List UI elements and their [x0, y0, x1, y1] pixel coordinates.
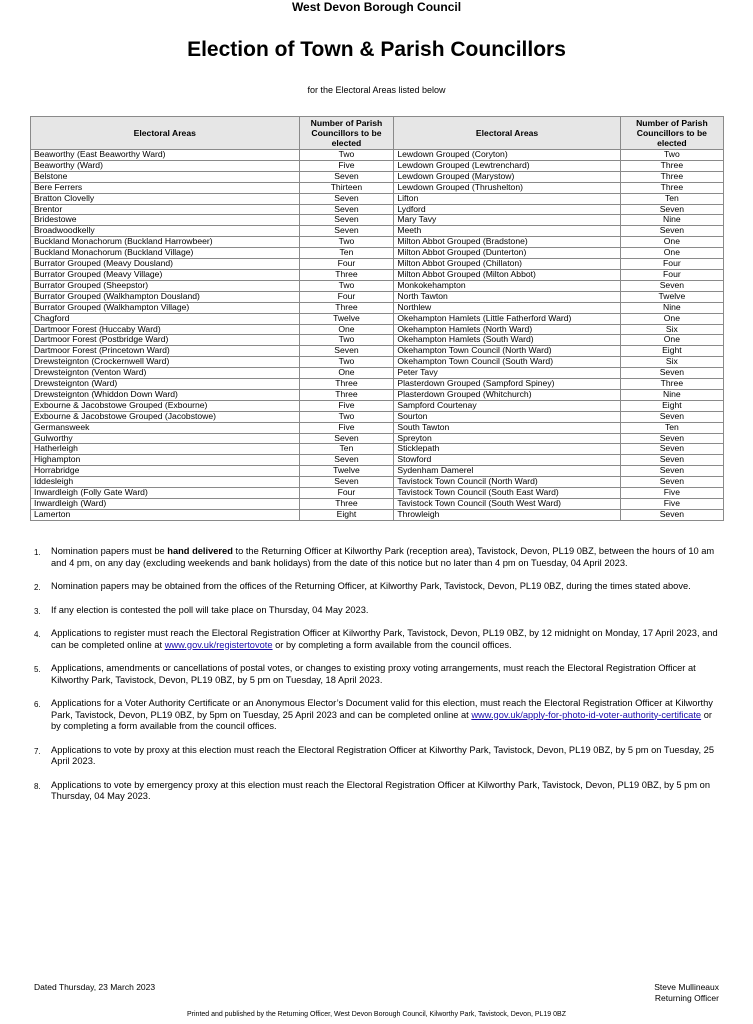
- note-number: 3.: [34, 606, 41, 616]
- number-cell: Six: [620, 357, 723, 368]
- column-header-number-left: Number of Parish Councillors to be elected: [299, 117, 394, 150]
- area-cell: Drewsteignton (Crockernwell Ward): [31, 357, 300, 368]
- table-row: [31, 422, 724, 433]
- area-cell: Milton Abbot Grouped (Milton Abbot): [394, 269, 620, 280]
- note-text: Nomination papers may be obtained from the offices of the Returning Officer, at Kilworthy Park, Tavistock, Devon, PL19 0BZ, during the times stated above.: [51, 581, 691, 591]
- table-row: [31, 150, 724, 161]
- area-cell: Belstone: [31, 171, 300, 182]
- number-cell: Seven: [620, 466, 723, 477]
- number-cell: Seven: [620, 509, 723, 520]
- area-cell: Beaworthy (Ward): [31, 160, 300, 171]
- area-cell: Milton Abbot Grouped (Dunterton): [394, 248, 620, 259]
- table-row: [31, 248, 724, 259]
- area-cell: Plasterdown Grouped (Whitchurch): [394, 389, 620, 400]
- number-cell: Three: [299, 379, 394, 390]
- area-cell: Milton Abbot Grouped (Chillaton): [394, 259, 620, 270]
- area-cell: Buckland Monachorum (Buckland Village): [31, 248, 300, 259]
- number-cell: Eight: [299, 509, 394, 520]
- note-text: Applications to vote by emergency proxy at this election must reach the Electoral Registration Officer at Kilworthy Park, Tavistock, Devon, PL19 0BZ, by 5 pm on Thursday, 04 May 2023.: [51, 779, 711, 801]
- number-cell: One: [299, 368, 394, 379]
- number-cell: Three: [299, 499, 394, 510]
- area-cell: Lewdown Grouped (Lewtrenchard): [394, 160, 620, 171]
- note-number: 8.: [34, 781, 41, 791]
- table-row: [31, 313, 724, 324]
- number-cell: Seven: [299, 433, 394, 444]
- table-row: [31, 433, 724, 444]
- number-cell: Two: [299, 237, 394, 248]
- area-cell: Meeth: [394, 226, 620, 237]
- number-cell: Nine: [620, 389, 723, 400]
- number-cell: Three: [299, 389, 394, 400]
- area-cell: Tavistock Town Council (North Ward): [394, 477, 620, 488]
- number-cell: Thirteen: [299, 182, 394, 193]
- area-cell: Chagford: [31, 313, 300, 324]
- page-subtitle: for the Electoral Areas listed below: [307, 85, 446, 95]
- area-cell: Okehampton Hamlets (Little Fatherford Ward): [394, 313, 620, 324]
- notes-list: [34, 546, 724, 815]
- number-cell: Ten: [299, 444, 394, 455]
- number-cell: Seven: [299, 204, 394, 215]
- area-cell: Dartmoor Forest (Huccaby Ward): [31, 324, 300, 335]
- number-cell: Three: [620, 171, 723, 182]
- table-row: [31, 509, 724, 520]
- number-cell: Three: [620, 379, 723, 390]
- area-cell: Okehampton Hamlets (South Ward): [394, 335, 620, 346]
- note-item: [34, 546, 724, 569]
- area-cell: Lewdown Grouped (Thrushelton): [394, 182, 620, 193]
- number-cell: Two: [299, 280, 394, 291]
- area-cell: Okehampton Town Council (South Ward): [394, 357, 620, 368]
- number-cell: Seven: [620, 411, 723, 422]
- number-cell: Twelve: [299, 313, 394, 324]
- area-cell: Plasterdown Grouped (Sampford Spiney): [394, 379, 620, 390]
- area-cell: Spreyton: [394, 433, 620, 444]
- number-cell: Seven: [620, 280, 723, 291]
- note-item: [34, 605, 724, 617]
- number-cell: One: [620, 248, 723, 259]
- area-cell: Mary Tavy: [394, 215, 620, 226]
- column-header-areas-right: Electoral Areas: [394, 117, 620, 150]
- table-row: [31, 269, 724, 280]
- area-cell: Okehampton Hamlets (North Ward): [394, 324, 620, 335]
- area-cell: Dartmoor Forest (Princetown Ward): [31, 346, 300, 357]
- table-row: [31, 499, 724, 510]
- number-cell: Ten: [620, 422, 723, 433]
- note-number: 5.: [34, 665, 41, 674]
- area-cell: Burrator Grouped (Meavy Dousland): [31, 259, 300, 270]
- note-item: [34, 780, 724, 803]
- area-cell: Broadwoodkelly: [31, 226, 300, 237]
- area-cell: Lewdown Grouped (Marystow): [394, 171, 620, 182]
- area-cell: Horrabridge: [31, 466, 300, 477]
- number-cell: Seven: [299, 171, 394, 182]
- table-row: [31, 477, 724, 488]
- note-text: Applications for a Voter Authority Certificate or an Anonymous Elector’s Document valid for this election, must reach the Electoral Registration Officer at Kilworthy Park, Tavistock, Devon, PL19 0BZ, by 5pm on Tuesday, 25 April 2023 and can be completed online at: [51, 698, 713, 720]
- table-row: [31, 302, 724, 313]
- number-cell: Seven: [299, 193, 394, 204]
- table-row: [31, 280, 724, 291]
- area-cell: Hatherleigh: [31, 444, 300, 455]
- area-cell: Stowford: [394, 455, 620, 466]
- note-number: 1.: [34, 548, 41, 557]
- number-cell: Four: [299, 488, 394, 499]
- number-cell: Two: [299, 411, 394, 422]
- note-number: 6.: [34, 700, 41, 709]
- number-cell: Five: [620, 499, 723, 510]
- column-header-areas-left: Electoral Areas: [31, 117, 300, 150]
- note-text: Applications, amendments or cancellations of postal votes, or changes to existing proxy voting arrangements, must reach the Electoral Registration Officer at Kilworthy Park, Tavistock, Devon, PL19 0BZ, by 5 pm on Tuesday, 18 April 2023.: [51, 663, 696, 685]
- number-cell: Nine: [620, 302, 723, 313]
- number-cell: Two: [299, 357, 394, 368]
- area-cell: Highampton: [31, 455, 300, 466]
- area-cell: Bere Ferrers: [31, 182, 300, 193]
- note-text: Applications to register must reach the Electoral Registration Officer at Kilworthy Park, Tavistock, Devon, PL19 0BZ, by 12 midnight on Monday, 17 April 2023, and can be completed online at: [51, 628, 718, 650]
- note-number: 7.: [34, 746, 41, 756]
- area-cell: Iddesleigh: [31, 477, 300, 488]
- area-cell: Tavistock Town Council (South West Ward): [394, 499, 620, 510]
- number-cell: Five: [299, 422, 394, 433]
- number-cell: Seven: [620, 204, 723, 215]
- area-cell: Sticklepath: [394, 444, 620, 455]
- area-cell: Lamerton: [31, 509, 300, 520]
- table-body: [31, 150, 724, 521]
- table-row: [31, 160, 724, 171]
- table-row: [31, 346, 724, 357]
- table-header-row: [31, 117, 724, 150]
- table-row: [31, 335, 724, 346]
- note-number: 4.: [34, 630, 41, 639]
- number-cell: Ten: [620, 193, 723, 204]
- table-row: [31, 324, 724, 335]
- area-cell: North Tawton: [394, 291, 620, 302]
- area-cell: Milton Abbot Grouped (Bradstone): [394, 237, 620, 248]
- number-cell: Five: [299, 160, 394, 171]
- area-cell: Exbourne & Jacobstowe Grouped (Jacobstowe): [31, 411, 300, 422]
- number-cell: Seven: [620, 477, 723, 488]
- signer-name: Steve Mullineaux: [654, 982, 719, 992]
- page-title: Election of Town & Parish Councillors: [187, 38, 566, 61]
- note-item: [34, 745, 724, 768]
- column-header-number-right: Number of Parish Councillors to be elected: [620, 117, 723, 150]
- area-cell: Germansweek: [31, 422, 300, 433]
- imprint: Printed and published by the Returning Officer, West Devon Borough Council, Kilworthy Park, Tavistock, Devon, PL19 0BZ: [187, 1011, 566, 1018]
- note-text: Nomination papers must be: [51, 546, 168, 556]
- number-cell: Twelve: [299, 466, 394, 477]
- table-row: [31, 237, 724, 248]
- number-cell: Two: [620, 150, 723, 161]
- number-cell: Five: [299, 400, 394, 411]
- note-text: or by completing a form available from the council offices.: [272, 639, 512, 650]
- number-cell: Three: [620, 160, 723, 171]
- area-cell: Throwleigh: [394, 509, 620, 520]
- number-cell: Four: [620, 259, 723, 270]
- area-cell: Dartmoor Forest (Postbridge Ward): [31, 335, 300, 346]
- number-cell: One: [620, 313, 723, 324]
- area-cell: Bridestowe: [31, 215, 300, 226]
- number-cell: Seven: [299, 455, 394, 466]
- number-cell: Three: [620, 182, 723, 193]
- area-cell: Burrator Grouped (Sheepstor): [31, 280, 300, 291]
- area-cell: Buckland Monachorum (Buckland Harrowbeer): [31, 237, 300, 248]
- note-text: or by completing a form available from the council offices.: [51, 709, 712, 731]
- area-cell: Beaworthy (East Beaworthy Ward): [31, 150, 300, 161]
- table-row: [31, 171, 724, 182]
- signer-role: Returning Officer: [654, 993, 719, 1003]
- number-cell: Seven: [299, 346, 394, 357]
- number-cell: Seven: [299, 215, 394, 226]
- council-name: West Devon Borough Council: [291, 0, 462, 14]
- number-cell: Four: [299, 259, 394, 270]
- area-cell: Monkokehampton: [394, 280, 620, 291]
- area-cell: Drewsteignton (Whiddon Down Ward): [31, 389, 300, 400]
- table-row: [31, 379, 724, 390]
- note-emphasis: hand delivered: [167, 546, 233, 556]
- number-cell: Three: [299, 302, 394, 313]
- table-row: [31, 182, 724, 193]
- note-text: If any election is contested the poll will take place on Thursday, 04 May 2023.: [51, 604, 369, 615]
- area-cell: Okehampton Town Council (North Ward): [394, 346, 620, 357]
- note-text: Applications to vote by proxy at this election must reach the Electoral Registration Officer at Kilworthy Park, Tavistock, Devon, PL19 0BZ, by 5 pm on Tuesday, 25 April 2023.: [51, 744, 714, 766]
- note-text: to the Returning Officer at Kilworthy Park (reception area), Tavistock, Devon, PL19 0BZ, between the hours of 10 am and 4 pm, on any day (excluding weekends and bank holidays) from the date of this notice but no later than 4 pm on Tuesday, 04 April 2023.: [51, 546, 715, 568]
- table-row: [31, 291, 724, 302]
- table-row: [31, 259, 724, 270]
- number-cell: Seven: [299, 477, 394, 488]
- number-cell: Two: [299, 335, 394, 346]
- area-cell: Northlew: [394, 302, 620, 313]
- area-cell: Burrator Grouped (Meavy Village): [31, 269, 300, 280]
- area-cell: Sydenham Damerel: [394, 466, 620, 477]
- number-cell: Four: [620, 269, 723, 280]
- number-cell: Six: [620, 324, 723, 335]
- number-cell: Seven: [620, 368, 723, 379]
- number-cell: One: [620, 237, 723, 248]
- table-row: [31, 455, 724, 466]
- table-row: [31, 444, 724, 455]
- table-row: [31, 400, 724, 411]
- area-cell: Brentor: [31, 204, 300, 215]
- table-row: [31, 215, 724, 226]
- number-cell: Five: [620, 488, 723, 499]
- area-cell: Drewsteignton (Ward): [31, 379, 300, 390]
- area-cell: Gulworthy: [31, 433, 300, 444]
- number-cell: Four: [299, 291, 394, 302]
- number-cell: Twelve: [620, 291, 723, 302]
- area-cell: Inwardleigh (Ward): [31, 499, 300, 510]
- table-row: [31, 389, 724, 400]
- area-cell: Lydford: [394, 204, 620, 215]
- note-item: [34, 698, 724, 733]
- area-cell: Tavistock Town Council (South East Ward): [394, 488, 620, 499]
- area-cell: Burrator Grouped (Walkhampton Dousland): [31, 291, 300, 302]
- area-cell: Sourton: [394, 411, 620, 422]
- area-cell: Peter Tavy: [394, 368, 620, 379]
- table-row: [31, 411, 724, 422]
- number-cell: Eight: [620, 346, 723, 357]
- note-item: [34, 581, 724, 593]
- table-row: [31, 193, 724, 204]
- number-cell: Seven: [620, 444, 723, 455]
- area-cell: Drewsteignton (Venton Ward): [31, 368, 300, 379]
- note-item: [34, 663, 724, 686]
- number-cell: Seven: [620, 455, 723, 466]
- area-cell: Lewdown Grouped (Coryton): [394, 150, 620, 161]
- note-link[interactable]: www.gov.uk/apply-for-photo-id-voter-authority-certificate: [471, 709, 702, 720]
- number-cell: Ten: [299, 248, 394, 259]
- table-row: [31, 204, 724, 215]
- area-cell: South Tawton: [394, 422, 620, 433]
- number-cell: One: [299, 324, 394, 335]
- table-row: [31, 226, 724, 237]
- note-link[interactable]: www.gov.uk/registertovote: [164, 639, 273, 650]
- area-cell: Burrator Grouped (Walkhampton Village): [31, 302, 300, 313]
- number-cell: Seven: [620, 433, 723, 444]
- table-row: [31, 466, 724, 477]
- signature-block: [654, 982, 719, 1004]
- area-cell: Exbourne & Jacobstowe Grouped (Exbourne): [31, 400, 300, 411]
- area-cell: Inwardleigh (Folly Gate Ward): [31, 488, 300, 499]
- table-row: [31, 357, 724, 368]
- number-cell: Seven: [620, 226, 723, 237]
- number-cell: Nine: [620, 215, 723, 226]
- table-row: [31, 488, 724, 499]
- electoral-areas-table: [30, 116, 724, 521]
- area-cell: Bratton Clovelly: [31, 193, 300, 204]
- note-number: 2.: [34, 583, 41, 592]
- dated-line: Dated Thursday, 23 March 2023: [34, 982, 156, 992]
- number-cell: One: [620, 335, 723, 346]
- area-cell: Sampford Courtenay: [394, 400, 620, 411]
- table-row: [31, 368, 724, 379]
- note-item: [34, 628, 724, 651]
- number-cell: Eight: [620, 400, 723, 411]
- number-cell: Two: [299, 150, 394, 161]
- number-cell: Seven: [299, 226, 394, 237]
- number-cell: Three: [299, 269, 394, 280]
- area-cell: Lifton: [394, 193, 620, 204]
